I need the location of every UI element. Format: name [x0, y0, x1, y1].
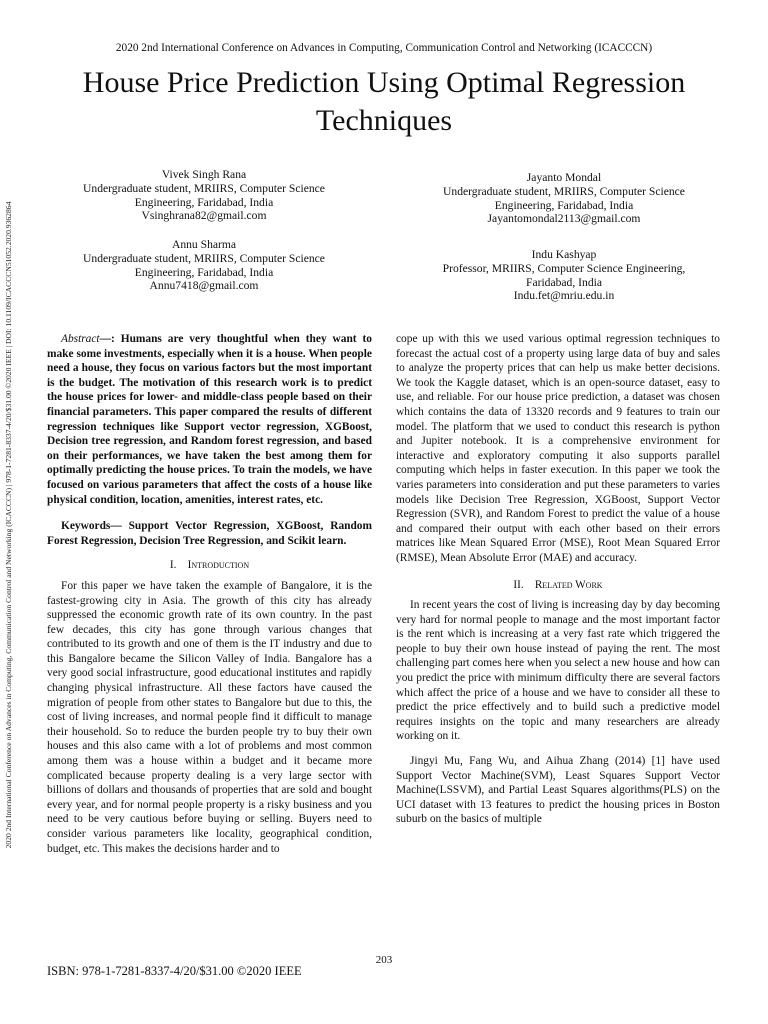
author-name: Annu Sharma	[171, 238, 237, 251]
side-doi-strip: 2020 2nd International Conference on Advances in Computing, Communication Control and Networking (ICACCCN) | 978-1-7281-8337-4/20/$31.00 ©2020 IEEE | DOI: 10.1109/ICACCCN51052.2020.9362864	[4, 201, 13, 849]
section-title: Introduction	[187, 559, 250, 572]
paper-title	[40, 64, 728, 140]
related-paragraph-2: Jingyi Mu, Fang Wu, and Aihua Zhang (2014) [1] have used Support Vector Machine(SVM), Least Squares Support Vector Machine(LSSVM), and Partial Least Squares algorithms(PLS) on the UCI dataset with 13 features to predict the housing prices in Boston suburb on the basics of multiple	[396, 755, 720, 826]
related-paragraph-1: In recent years the cost of living is increasing day by day becoming very hard for normal people to manage and the most important factor is the rent which is increasing at a very fast rate which triggered the people to buy their own house instead of paying the rent. The most challenging part comes here when you select a new house and how can you predict the price with minimum difficulty there are several factors which affect the price of a house and we have to consider all these to predict the price effectively and to build such a predictive model requires insights on the topic and many researchers are already working on it.	[396, 599, 720, 743]
page-number: 203	[375, 954, 393, 966]
author-name: Vivek Singh Rana	[161, 168, 247, 181]
author-affiliation: Undergraduate student, MRIIRS, Computer Science	[83, 251, 325, 265]
conference-header: 2020 2nd International Conference on Advances in Computing, Communication Control and Networking (ICACCCN)	[115, 42, 653, 54]
isbn-footer: ISBN: 978-1-7281-8337-4/20/$31.00 ©2020 IEEE	[47, 964, 302, 978]
author-name: Jayanto Mondal	[526, 171, 602, 184]
author-affiliation: Undergraduate student, MRIIRS, Computer Science	[83, 181, 325, 195]
title-line-1: House Price Prediction Using Optimal Regression	[82, 66, 686, 99]
abstract-text: Humans are very thoughtful when they want to make some investments, especially when it is a house. When people need a house, they focus on various factors but the most important is the budget. The motivation of this research work is to predict the house prices for lower- and middle-class people based on their financial parameters. This paper compared the results of different regression techniques like Support vector regression, XGBoost, Decision tree regression, and Random forest regression, and based on their performances, we have taken the best among them for optimally predicting the house prices. To train the models, we have focused on various parameters that affect the costs of a house like physical condition, location, amenities, interest rates, etc.	[47, 333, 372, 506]
abstract-separator: —:	[99, 333, 121, 345]
abstract	[47, 332, 372, 507]
author-email: Vsinghrana82@gmail.com	[141, 209, 267, 223]
author-block-3	[404, 171, 724, 226]
author-block-1	[44, 168, 364, 223]
right-column	[396, 332, 720, 827]
intro-paragraph: For this paper we have taken the example of Bangalore, it is the fastest-growing city in Asia. The growth of this city has already suppressed the economic growth rate of its own country. In the past few decades, this city has gone through various changes that contributed to its growth and one of them is the IT industry and due to this Bangalore became the Silicon Valley of India. Bangalore has a very good social infrastructure, good educational institutes and rapidly changing physical infrastructure. All these factors have caused the migration of people from other states to Bangalore but due to this, the cost of living increases, and normal people find it difficult to manage their household. So to reduce the burden people try to buy their own houses and this also came with a lot of problems and most common among them was a house within a budget and it became more complicated because property dealing is a very large sector with billions of dollars and thousands of properties that are sold and bought every year, and for normal people property is a risky business and you need to be very cautious before buying or selling. Buyers need to consider various parameters like locality, geographical condition, budget, etc. This makes the decisions harder and to	[47, 579, 372, 855]
author-affiliation: Engineering, Faridabad, India	[494, 198, 634, 212]
title-line-2: Techniques	[315, 104, 453, 137]
section-title: Related Work	[534, 578, 603, 591]
left-column	[47, 332, 372, 856]
abstract-label: Abstract	[61, 333, 100, 345]
author-email: Jayantomondal2113@gmail.com	[487, 212, 641, 226]
keywords: Keywords— Support Vector Regression, XGBoost, Random Forest Regression, Decision Tree Regression, and Scikit learn.	[47, 520, 372, 547]
section-number: II.	[513, 578, 524, 591]
author-block-2	[44, 238, 364, 293]
author-email: Annu7418@gmail.com	[149, 279, 259, 293]
author-affiliation: Engineering, Faridabad, India	[134, 195, 274, 209]
section-heading-introduction	[47, 558, 372, 573]
author-affiliation: Faridabad, India	[526, 275, 602, 289]
author-name: Indu Kashyap	[531, 248, 597, 261]
author-affiliation: Undergraduate student, MRIIRS, Computer Science	[443, 184, 685, 198]
author-affiliation: Professor, MRIIRS, Computer Science Engineering,	[442, 261, 686, 275]
author-affiliation: Engineering, Faridabad, India	[134, 265, 274, 279]
section-number: I.	[169, 559, 177, 572]
author-block-4	[404, 248, 724, 303]
intro-continuation: cope up with this we used various optimal regression techniques to forecast the actual cost of a property using large data of buy and sales to analyze the property prices that can help us make better decisions. We took the Kaggle dataset, which is an open-source dataset, easy to use, and reliable. For our house price prediction, a dataset was chosen which contains the data of 13320 records and 9 features to train our model. The platform that we used to conduct this research is python and Jupiter notebook. It is a comprehensive environment for interactive and exploratory computing it also supports parallel computing which helps in faster execution. In this paper we took the varies parameters into consideration and put these parameters to varies models like Decision Tree Regression, XGBoost, Support Vector Regression (SVR), and Random Forest to predict the value of a house and compared their output with each other based on their errors matrices like Mean Squared Error (MSE), Root Mean Squared Error (RMSE), Mean Absolute Error (MAE) and accuracy.	[396, 333, 720, 564]
section-heading-related-work	[396, 578, 720, 593]
author-email: Indu.fet@mriu.edu.in	[513, 289, 615, 303]
